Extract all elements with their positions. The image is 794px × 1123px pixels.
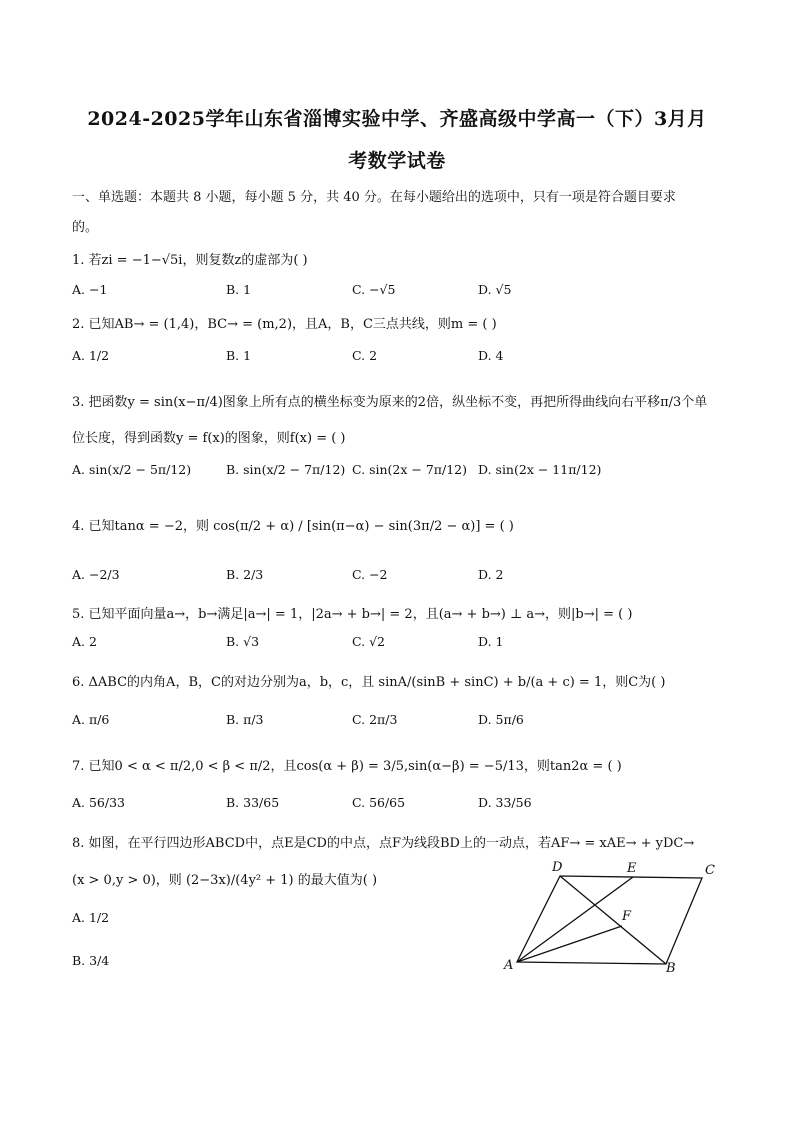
option-c: C. −√5	[352, 282, 396, 297]
question-stem: 5. 已知平面向量a→，b→满足|a→| = 1，|2a→ + b→| = 2，且(a→ + b→) ⊥ a→，则|b→| = ( )	[72, 607, 633, 622]
option-d: D. 33/56	[478, 795, 532, 810]
label-b: B	[666, 961, 676, 976]
question-stem-line2: 位长度，得到函数y = f(x)的图象，则f(x) = ( )	[72, 431, 346, 446]
label-e: E	[627, 861, 637, 876]
label-a: A	[504, 958, 514, 973]
figure-lines	[517, 876, 702, 964]
option-b: B. sin(x/2 − 7π/12)	[226, 462, 346, 477]
option-b: B. 2/3	[226, 567, 264, 582]
option-d: D. √5	[478, 282, 512, 297]
section-heading: 一、单选题：本题共 8 小题，每小题 5 分，共 40 分。在每小题给出的选项中，只有一项是符合题目要求	[72, 190, 676, 205]
option-a: A. 56/33	[72, 795, 125, 810]
page-title: 2024-2025学年山东省淄博实验中学、齐盛高级中学高一（下）3月月	[87, 108, 707, 130]
diagonal-bd	[560, 876, 666, 964]
option-a: A. 1/2	[72, 910, 110, 925]
segment-ae	[517, 877, 633, 962]
option-c: C. −2	[352, 567, 388, 582]
question-stem: 1. 若zi = −1−√5i，则复数z的虚部为( )	[72, 253, 308, 268]
option-c: C. 2π/3	[352, 712, 398, 727]
option-d: D. 4	[478, 348, 504, 363]
label-c: C	[705, 863, 715, 878]
option-a: A. −2/3	[72, 567, 120, 582]
parallelogram-abcd	[517, 876, 702, 964]
parallelogram-figure	[500, 858, 725, 978]
option-d: D. 2	[478, 567, 504, 582]
option-b: B. π/3	[226, 712, 264, 727]
option-a: A. π/6	[72, 712, 110, 727]
option-d: D. 5π/6	[478, 712, 524, 727]
page-title-line2: 考数学试卷	[348, 150, 446, 172]
option-c: C. √2	[352, 634, 385, 649]
section-heading-line2: 的。	[72, 220, 99, 235]
option-a: A. 2	[72, 634, 97, 649]
option-a: A. 1/2	[72, 348, 110, 363]
question-stem: 8. 如图，在平行四边形ABCD中，点E是CD的中点，点F为线段BD上的一动点，若AF→ = xAE→ + yDC→	[72, 836, 695, 851]
question-stem: 4. 已知tanα = −2，则 cos(π/2 + α) / [sin(π−α) − sin(3π/2 − α)] = ( )	[72, 519, 514, 534]
question-stem: 6. ΔABC的内角A，B，C的对边分别为a，b，c，且 sinA/(sinB + sinC) + b/(a + c) = 1，则C为( )	[72, 675, 666, 690]
label-d: D	[552, 860, 563, 875]
option-c: C. 56/65	[352, 795, 406, 810]
option-c: C. sin(2x − 7π/12)	[352, 462, 467, 477]
option-b: B. √3	[226, 634, 260, 649]
question-stem: 7. 已知0 < α < π/2,0 < β < π/2，且cos(α + β) = 3/5,sin(α−β) = −5/13，则tan2α = ( )	[72, 759, 622, 774]
option-b: B. 1	[226, 282, 252, 297]
option-d: D. 1	[478, 634, 504, 649]
option-b: B. 3/4	[72, 953, 110, 968]
option-c: C. 2	[352, 348, 378, 363]
label-f: F	[622, 909, 632, 924]
question-stem-line2: (x > 0,y > 0)，则 (2−3x)/(4y² + 1) 的最大值为( )	[72, 873, 378, 888]
option-b: B. 33/65	[226, 795, 280, 810]
question-stem: 3. 把函数y = sin(x−π/4)图象上所有点的横坐标变为原来的2倍，纵坐标不变，再把所得曲线向右平移π/3个单	[72, 395, 708, 410]
option-a: A. −1	[72, 282, 108, 297]
option-d: D. sin(2x − 11π/12)	[478, 462, 602, 477]
option-b: B. 1	[226, 348, 252, 363]
question-stem: 2. 已知AB→ = (1,4)，BC→ = (m,2)，且A，B，C三点共线，则m = ( )	[72, 317, 497, 332]
option-a: A. sin(x/2 − 5π/12)	[72, 462, 192, 477]
